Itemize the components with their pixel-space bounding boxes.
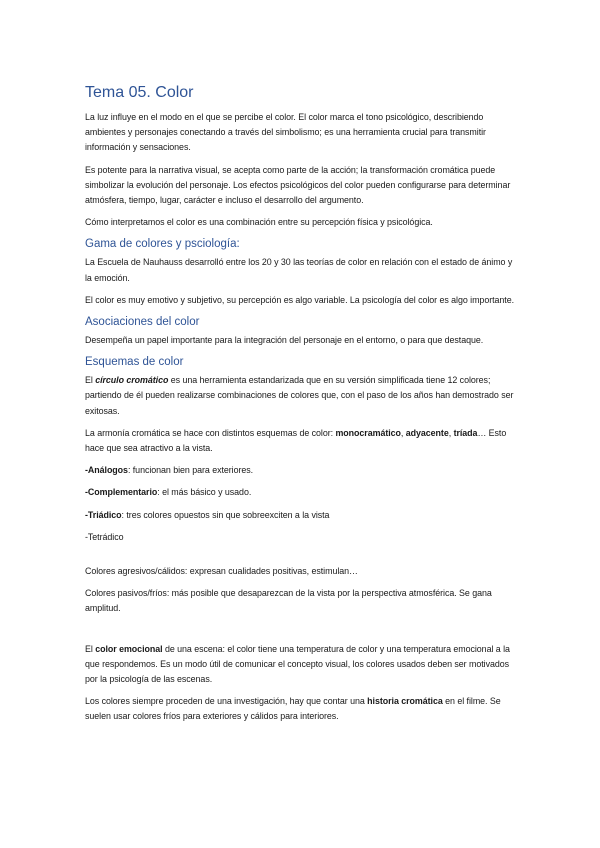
asociaciones-paragraph-1: Desempeña un papel importante para la integración del personaje en el entorno, o para que destaque.: [85, 335, 484, 346]
term-circulo-cromatico: círculo cromático: [95, 375, 169, 386]
esquema-item-analogos: [85, 463, 521, 478]
term-analogos: -Análogos: [85, 465, 128, 476]
term-color-emocional: color emocional: [95, 643, 163, 654]
esquema-item-complementario: [85, 485, 521, 500]
text-run: El: [85, 643, 96, 654]
term-historia-cromatica: historia cromática: [367, 696, 443, 707]
document-content: [85, 83, 521, 732]
term-adyacente: adyacente: [405, 427, 449, 438]
intro-paragraph-3: Cómo interpretamos el color es una combinación entre su percepción física y psicológica.: [85, 217, 433, 228]
text-run: ,: [400, 427, 406, 438]
intro-paragraph-2: Es potente para la narrativa visual, se acepta como parte de la acción; la transformación cromática puede simbolizar la evolución del personaje. Los efectos psicológicos del color pueden configurarse para determinar atmósfera, tiempo, lugar, carácter e incluso el desarrollo del argumento.: [85, 164, 511, 206]
section-heading-gama: Gama de colores y psciología:: [85, 238, 240, 251]
emocional-paragraph-1: [85, 642, 521, 688]
text-run: : el más básico y usado.: [157, 487, 252, 498]
temperatura-paragraph-2: Colores pasivos/fríos: más posible que desaparezcan de la vista por la perspectiva atmosférica. Se gana amplitud.: [85, 588, 492, 614]
text-run: El: [85, 375, 96, 386]
text-run: Los colores siempre proceden de una investigación, hay que contar una: [85, 696, 368, 707]
text-run: de una escena: el color tiene una temperatura de color y una temperatura emocional a la que respondemos. Es un modo útil de comunicar el concepto visual, los colores usados deben ser motivados por la psicología de las escenas.: [85, 643, 510, 685]
esquemas-paragraph-1: [85, 373, 521, 419]
text-run: : funcionan bien para exteriores.: [127, 465, 254, 476]
term-monocromatico: monocramático: [335, 427, 401, 438]
emocional-paragraph-2: [85, 694, 521, 724]
term-complementario: -Complementario: [85, 487, 158, 498]
esquemas-paragraph-2: [85, 426, 521, 456]
term-triada: tríada: [453, 427, 478, 438]
text-run: : tres colores opuestos sin que sobreexciten a la vista: [121, 509, 330, 520]
esquema-item-tetradico: -Tetrádico: [85, 531, 124, 542]
esquema-item-triadico: [85, 508, 521, 523]
text-run: es una herramienta estandarizada que en su versión simplificada tiene 12 colores; partiendo de él pueden realizarse combinaciones de colores que, con el paso de los años han demostrado ser exitosas.: [85, 375, 514, 416]
spacer: [85, 624, 521, 642]
text-run: en el filme. Se suelen usar colores fríos para exteriores y cálidos para interiores.: [85, 696, 501, 722]
gama-paragraph-1: La Escuela de Nauhauss desarrolló entre los 20 y 30 las teorías de color en relación con el estado de ánimo y la emoción.: [85, 257, 513, 283]
text-run: ,: [448, 427, 454, 438]
spacer: [85, 552, 521, 564]
page-title: Tema 05. Color: [85, 84, 194, 101]
section-heading-esquemas: Esquemas de color: [85, 356, 184, 369]
intro-paragraph-1: La luz influye en el modo en el que se percibe el color. El color marca el tono psicológico, describiendo ambientes y personajes conectando a través del simbolismo; es una herramienta crucial para transmitir información y sensaciones.: [85, 112, 486, 153]
term-triadico: -Triádico: [85, 509, 122, 520]
temperatura-paragraph-1: Colores agresivos/cálidos: expresan cualidades positivas, estimulan…: [85, 566, 358, 577]
text-run: La armonía cromática se hace con distintos esquemas de color:: [85, 427, 336, 438]
text-run: … Esto hace que sea atractivo a la vista.: [85, 427, 507, 454]
gama-paragraph-2: El color es muy emotivo y subjetivo, su percepción es algo variable. La psicología del color es algo importante.: [85, 294, 515, 305]
section-heading-asociaciones: Asociaciones del color: [85, 316, 200, 329]
